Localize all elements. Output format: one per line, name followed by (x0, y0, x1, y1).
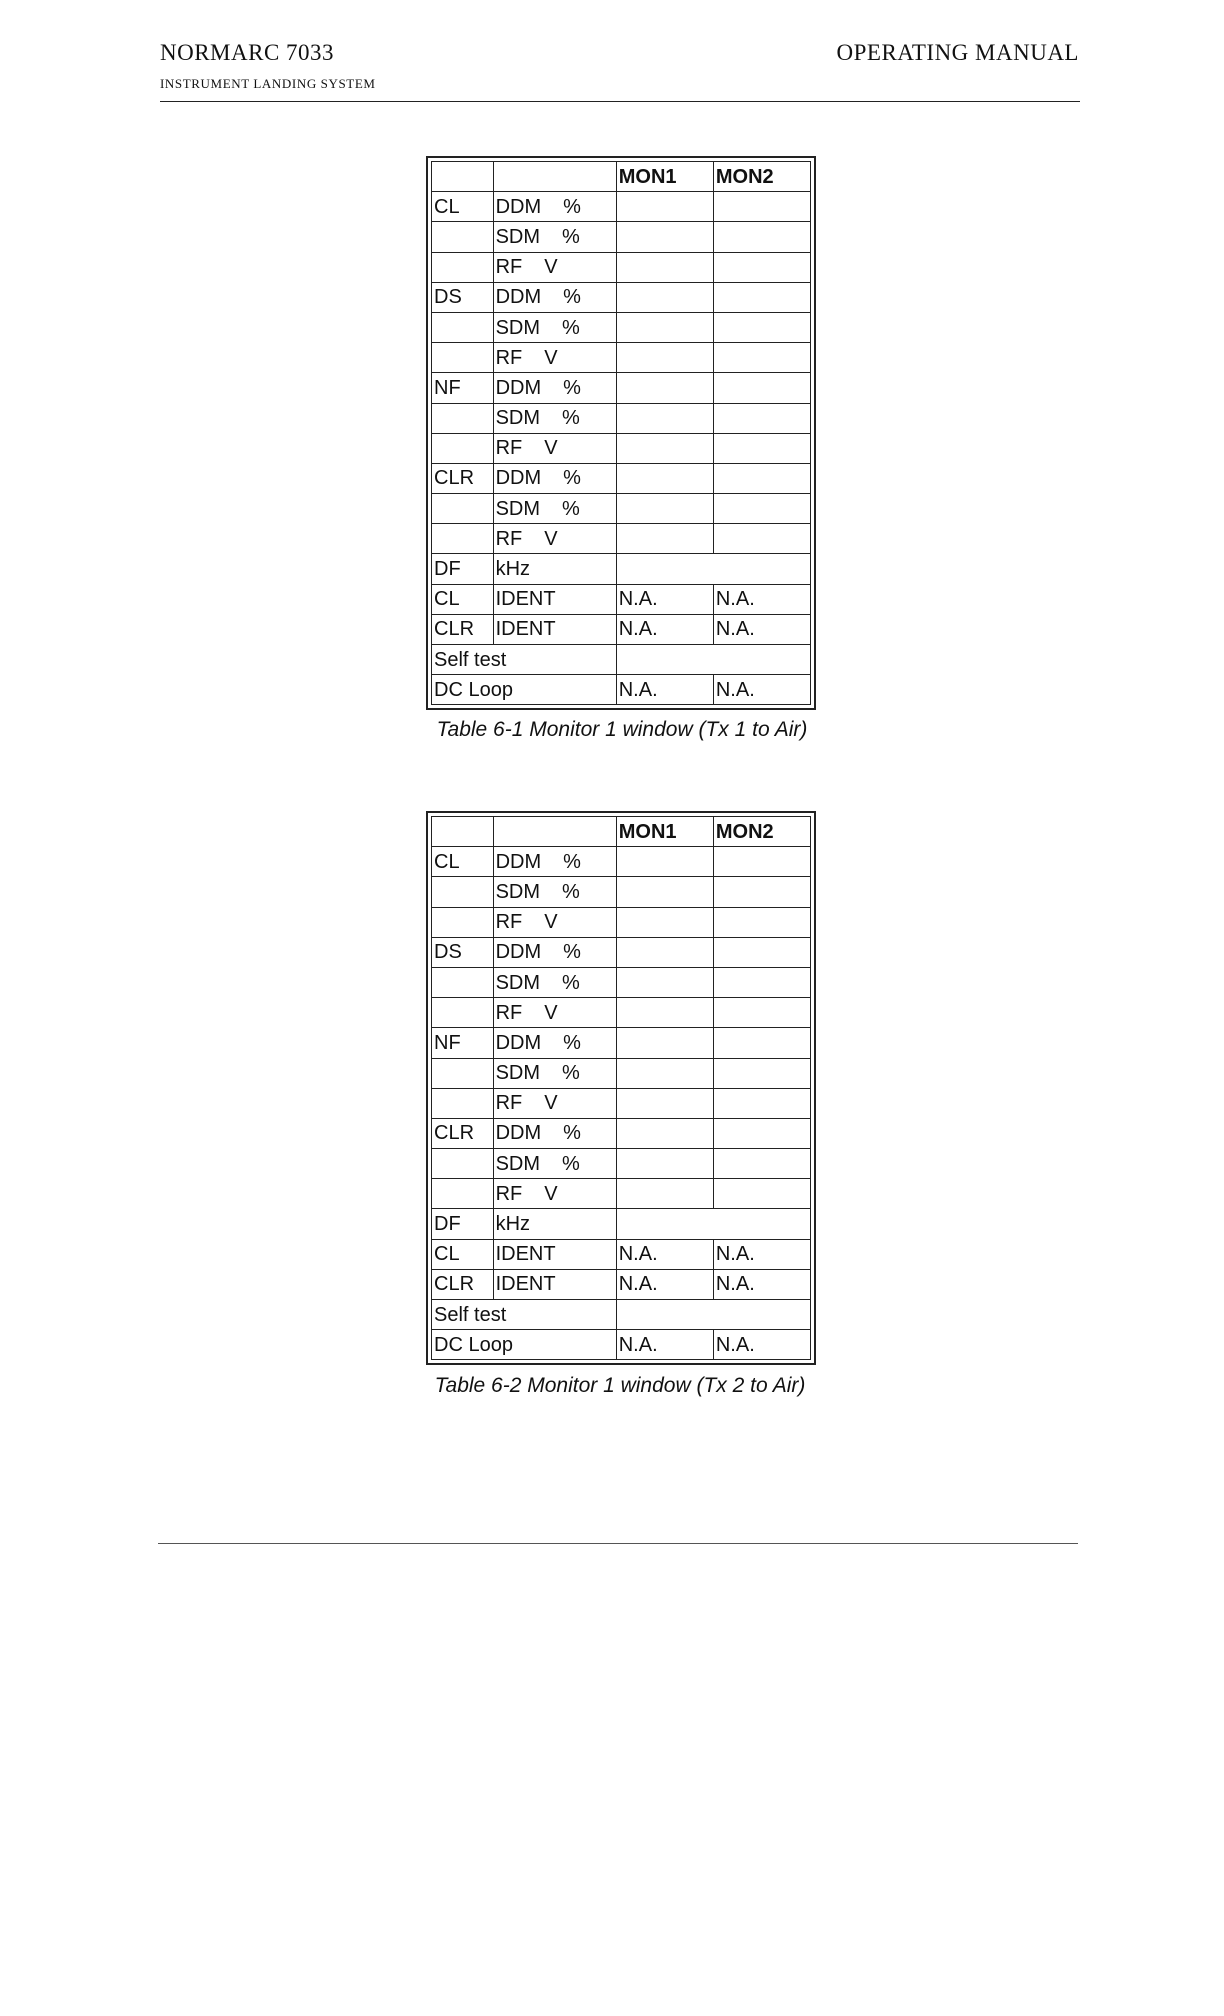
manual-title: OPERATING MANUAL (836, 40, 1079, 65)
group-cell: CL (432, 584, 494, 614)
parameter-unit: % (562, 1062, 580, 1085)
parameter-cell: IDENT (493, 614, 616, 644)
table-caption-2: Table 6-2 Monitor 1 window (Tx 2 to Air) (434, 1374, 806, 1397)
header-rule (160, 101, 1080, 102)
mon2-value-cell (713, 847, 810, 877)
mon2-value-cell: N.A. (713, 584, 810, 614)
parameter-cell (493, 282, 616, 312)
parameter-name: SDM (495, 316, 541, 339)
parameter-cell (493, 907, 616, 937)
mon2-value-cell (713, 967, 810, 997)
parameter-cell (493, 1088, 616, 1118)
column-header-mon1: MON1 (616, 817, 713, 847)
parameter-cell (493, 403, 616, 433)
parameter-cell (493, 1028, 616, 1058)
group-cell (432, 222, 494, 252)
mon2-value-cell (713, 1028, 810, 1058)
mon1-value-cell (616, 1088, 713, 1118)
table-row (432, 433, 811, 463)
empty-header-cell (493, 162, 616, 192)
mon1-value-cell (616, 998, 713, 1028)
mon1-value-cell (616, 463, 713, 493)
parameter-name: SDM (495, 971, 541, 994)
df-value-cell (616, 1209, 810, 1239)
group-cell (432, 907, 494, 937)
parameter-unit: % (562, 225, 580, 248)
group-cell: CL (432, 192, 494, 222)
group-cell (432, 433, 494, 463)
table-row (432, 645, 811, 675)
parameter-unit: % (563, 467, 581, 490)
monitor-table-2 (426, 811, 816, 1365)
parameter-name: SDM (495, 407, 541, 430)
parameter-cell (493, 524, 616, 554)
empty-header-cell (432, 162, 494, 192)
table-body (432, 162, 811, 705)
mon2-value-cell (713, 937, 810, 967)
mon2-value-cell (713, 403, 810, 433)
table-row (432, 1269, 811, 1299)
mon1-value-cell (616, 1149, 713, 1179)
parameter-name: DDM (495, 1031, 542, 1054)
table-row (432, 1028, 811, 1058)
mon2-value-cell (713, 998, 810, 1028)
parameter-name: DDM (495, 195, 542, 218)
group-cell (432, 524, 494, 554)
mon2-value-cell (713, 373, 810, 403)
column-header-mon2: MON2 (713, 162, 810, 192)
parameter-name: RF (495, 256, 523, 279)
header-row (432, 817, 811, 847)
parameter-name: DDM (495, 850, 542, 873)
df-value-cell (616, 554, 810, 584)
parameter-unit: % (562, 407, 580, 430)
mon1-value-cell (616, 847, 713, 877)
mon1-value-cell (616, 907, 713, 937)
mon2-value-cell (713, 877, 810, 907)
parameter-cell: IDENT (493, 584, 616, 614)
parameter-unit: % (563, 376, 581, 399)
parameter-unit: % (563, 195, 581, 218)
parameter-cell: IDENT (493, 1239, 616, 1269)
group-cell: NF (432, 373, 494, 403)
mon2-value-cell (713, 252, 810, 282)
table-row (432, 373, 811, 403)
table-row (432, 554, 811, 584)
mon2-value-cell (713, 463, 810, 493)
table-row (432, 907, 811, 937)
group-cell: CL (432, 847, 494, 877)
table-row (432, 847, 811, 877)
mon1-value-cell (616, 1179, 713, 1209)
parameter-cell (493, 494, 616, 524)
table-row (432, 1300, 811, 1330)
group-cell: DS (432, 937, 494, 967)
parameter-unit: V (544, 1092, 558, 1115)
parameter-name: DDM (495, 941, 542, 964)
mon1-value-cell: N.A. (616, 614, 713, 644)
parameter-name: DDM (495, 467, 542, 490)
mon1-value-cell (616, 222, 713, 252)
group-cell (432, 877, 494, 907)
parameter-unit: V (544, 527, 558, 550)
parameter-cell (493, 433, 616, 463)
mon1-value-cell: N.A. (616, 1239, 713, 1269)
parameter-cell (493, 1149, 616, 1179)
parameter-name: DDM (495, 1122, 542, 1145)
mon2-value-cell (713, 1149, 810, 1179)
table-row (432, 463, 811, 493)
mon2-value-cell (713, 1118, 810, 1148)
parameter-unit: % (563, 1031, 581, 1054)
parameter-cell (493, 343, 616, 373)
group-cell (432, 998, 494, 1028)
page-header-left (160, 40, 376, 92)
table-row (432, 192, 811, 222)
parameter-cell (493, 463, 616, 493)
mon2-value-cell (713, 282, 810, 312)
group-cell (432, 1058, 494, 1088)
parameter-unit: % (562, 880, 580, 903)
mon1-value-cell (616, 312, 713, 342)
parameter-cell (493, 373, 616, 403)
parameter-cell: kHz (493, 1209, 616, 1239)
group-cell (432, 1088, 494, 1118)
parameter-cell (493, 847, 616, 877)
parameter-cell (493, 1179, 616, 1209)
parameter-unit: % (562, 497, 580, 520)
document-title: NORMARC 7033 (160, 40, 335, 65)
parameter-name: RF (495, 911, 523, 934)
table-row (432, 1058, 811, 1088)
parameter-name: SDM (495, 1062, 541, 1085)
parameter-cell: IDENT (493, 1269, 616, 1299)
parameter-unit: V (544, 1001, 558, 1024)
column-header-mon2: MON2 (713, 817, 810, 847)
group-cell (432, 343, 494, 373)
mon2-value-cell (713, 1058, 810, 1088)
parameter-cell (493, 998, 616, 1028)
mon2-value-cell: N.A. (713, 614, 810, 644)
group-cell: DS (432, 282, 494, 312)
mon1-value-cell (616, 937, 713, 967)
empty-header-cell (432, 817, 494, 847)
table-row (432, 998, 811, 1028)
mon1-value-cell (616, 282, 713, 312)
mon1-value-cell (616, 877, 713, 907)
document-subtitle: INSTRUMENT LANDING SYSTEM (160, 76, 376, 91)
table-row (432, 1209, 811, 1239)
parameter-cell (493, 967, 616, 997)
mon2-value-cell: N.A. (713, 1269, 810, 1299)
parameter-unit: % (563, 850, 581, 873)
table-row (432, 403, 811, 433)
table-6-2 (431, 816, 811, 1360)
parameter-name: RF (495, 437, 523, 460)
table-row (432, 1118, 811, 1148)
mon2-value-cell: N.A. (713, 1239, 810, 1269)
mon1-value-cell (616, 252, 713, 282)
mon1-value-cell (616, 433, 713, 463)
mon1-value-cell (616, 343, 713, 373)
table-row (432, 312, 811, 342)
dc-loop-label: DC Loop (432, 1330, 617, 1360)
group-cell: CLR (432, 463, 494, 493)
mon2-value-cell (713, 1088, 810, 1118)
group-cell (432, 312, 494, 342)
parameter-name: SDM (495, 880, 541, 903)
table-caption-1: Table 6-1 Monitor 1 window (Tx 1 to Air) (436, 718, 808, 741)
group-cell: CLR (432, 614, 494, 644)
parameter-unit: % (562, 1152, 580, 1175)
parameter-name: RF (495, 1092, 523, 1115)
mon1-value-cell (616, 403, 713, 433)
parameter-name: SDM (495, 1152, 541, 1175)
mon1-value-cell (616, 524, 713, 554)
parameter-unit: % (563, 1122, 581, 1145)
parameter-name: RF (495, 346, 523, 369)
parameter-cell: kHz (493, 554, 616, 584)
parameter-unit: V (544, 437, 558, 460)
mon2-value-cell (713, 1179, 810, 1209)
empty-header-cell (493, 817, 616, 847)
parameter-cell (493, 1058, 616, 1088)
parameter-unit: V (544, 1182, 558, 1205)
parameter-cell (493, 252, 616, 282)
table-row (432, 1149, 811, 1179)
table-row (432, 675, 811, 705)
parameter-name: SDM (495, 225, 541, 248)
parameter-unit: % (563, 286, 581, 309)
parameter-cell (493, 1118, 616, 1148)
dc-loop-label: DC Loop (432, 675, 617, 705)
table-row (432, 967, 811, 997)
self-test-label: Self test (432, 1300, 617, 1330)
mon2-value-cell (713, 524, 810, 554)
footer-rule (158, 1543, 1078, 1544)
table-row (432, 282, 811, 312)
table-row (432, 343, 811, 373)
mon1-value-cell: N.A. (616, 1269, 713, 1299)
table-row (432, 1179, 811, 1209)
self-test-label: Self test (432, 645, 617, 675)
group-cell (432, 1149, 494, 1179)
mon2-value-cell (713, 433, 810, 463)
parameter-cell (493, 877, 616, 907)
parameter-unit: V (544, 346, 558, 369)
parameter-cell (493, 937, 616, 967)
parameter-name: DDM (495, 286, 542, 309)
mon2-value-cell (713, 494, 810, 524)
parameter-unit: % (562, 316, 580, 339)
parameter-name: SDM (495, 497, 541, 520)
group-cell: CLR (432, 1118, 494, 1148)
group-cell: CL (432, 1239, 494, 1269)
mon1-value-cell (616, 494, 713, 524)
mon1-value-cell (616, 967, 713, 997)
column-header-mon1: MON1 (616, 162, 713, 192)
parameter-name: RF (495, 1001, 523, 1024)
mon2-value-cell (713, 192, 810, 222)
group-cell: DF (432, 554, 494, 584)
parameter-unit: V (544, 256, 558, 279)
header-row (432, 162, 811, 192)
mon1-value-cell: N.A. (616, 1330, 713, 1360)
table-row (432, 1330, 811, 1360)
group-cell: DF (432, 1209, 494, 1239)
mon2-value-cell: N.A. (713, 675, 810, 705)
table-row (432, 222, 811, 252)
parameter-name: RF (495, 527, 523, 550)
mon1-value-cell (616, 1058, 713, 1088)
parameter-name: DDM (495, 376, 542, 399)
group-cell (432, 1179, 494, 1209)
parameter-unit: % (563, 941, 581, 964)
parameter-cell (493, 192, 616, 222)
mon2-value-cell (713, 343, 810, 373)
mon2-value-cell (713, 222, 810, 252)
parameter-cell (493, 312, 616, 342)
parameter-cell (493, 222, 616, 252)
mon1-value-cell (616, 192, 713, 222)
self-test-value-cell (616, 645, 810, 675)
parameter-unit: V (544, 911, 558, 934)
table-row (432, 494, 811, 524)
monitor-table-1 (426, 156, 816, 710)
group-cell: CLR (432, 1269, 494, 1299)
mon1-value-cell (616, 1118, 713, 1148)
group-cell (432, 967, 494, 997)
table-6-1 (431, 161, 811, 705)
group-cell (432, 252, 494, 282)
parameter-name: RF (495, 1182, 523, 1205)
table-row (432, 1239, 811, 1269)
table-row (432, 937, 811, 967)
mon1-value-cell (616, 1028, 713, 1058)
table-row (432, 614, 811, 644)
mon2-value-cell (713, 907, 810, 937)
mon1-value-cell: N.A. (616, 584, 713, 614)
table-row (432, 584, 811, 614)
table-body (432, 817, 811, 1360)
mon1-value-cell (616, 373, 713, 403)
group-cell (432, 403, 494, 433)
group-cell: NF (432, 1028, 494, 1058)
table-row (432, 524, 811, 554)
self-test-value-cell (616, 1300, 810, 1330)
table-row (432, 1088, 811, 1118)
parameter-unit: % (562, 971, 580, 994)
group-cell (432, 494, 494, 524)
mon2-value-cell (713, 312, 810, 342)
table-row (432, 877, 811, 907)
mon1-value-cell: N.A. (616, 675, 713, 705)
table-row (432, 252, 811, 282)
mon2-value-cell: N.A. (713, 1330, 810, 1360)
